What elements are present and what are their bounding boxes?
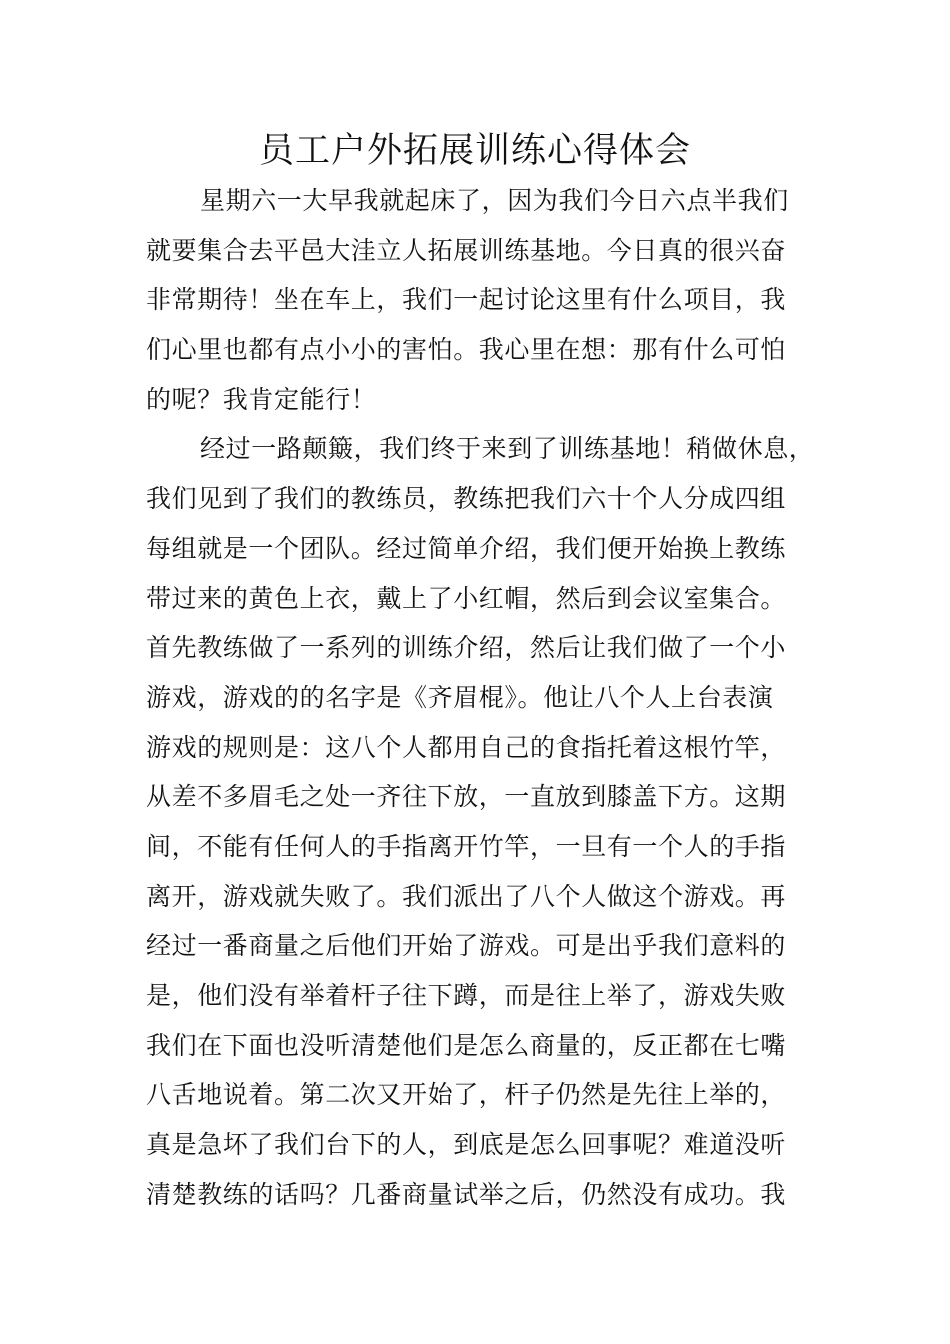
paragraph-line: 星期六一大早我就起床了，因为我们今日六点半我们 bbox=[200, 186, 789, 215]
paragraph-line: 游戏的规则是：这八个人都用自己的食指托着这根竹竿， bbox=[146, 732, 787, 762]
paragraph-line: 非常期待！坐在车上，我们一起讨论这里有什么项目，我 bbox=[146, 285, 787, 315]
paragraph-line: 经过一番商量之后他们开始了游戏。可是出乎我们意料的 bbox=[146, 931, 787, 961]
document-body bbox=[146, 176, 826, 1219]
paragraph-line: 八舌地说着。第二次又开始了，杆子仍然是先往上举的， bbox=[146, 1080, 787, 1110]
paragraph-line: 的呢？我肯定能行！ bbox=[146, 384, 377, 414]
paragraph-line: 从差不多眉毛之处一齐往下放，一直放到膝盖下方。这期 bbox=[146, 782, 787, 812]
paragraph-line: 真是急坏了我们台下的人，到底是怎么回事呢？难道没听 bbox=[146, 1130, 787, 1160]
paragraph-line: 经过一路颠簸，我们终于来到了训练基地！稍做休息， bbox=[200, 434, 815, 464]
paragraph-line: 首先教练做了一系列的训练介绍，然后让我们做了一个小 bbox=[146, 633, 787, 663]
document-title: 员工户外拓展训练心得体会 bbox=[258, 131, 691, 171]
paragraph-line: 间，不能有任何人的手指离开竹竿，一旦有一个人的手指 bbox=[146, 831, 787, 861]
paragraph-line: 我们在下面也没听清楚他们是怎么商量的，反正都在七嘴 bbox=[146, 1030, 787, 1060]
paragraph-line: 清楚教练的话吗？几番商量试举之后，仍然没有成功。我 bbox=[146, 1179, 787, 1209]
paragraph-line: 就要集合去平邑大洼立人拓展训练基地。今日真的很兴奋 bbox=[146, 235, 787, 265]
paragraph-line: 每组就是一个团队。经过简单介绍，我们便开始换上教练 bbox=[146, 533, 787, 563]
paragraph-line: 离开，游戏就失败了。我们派出了八个人做这个游戏。再 bbox=[146, 881, 787, 911]
paragraph-line: 是，他们没有举着杆子往下蹲，而是往上举了，游戏失败 bbox=[146, 981, 787, 1010]
paragraph-line: 游戏，游戏的的名字是《齐眉棍》。他让八个人上台表演 bbox=[146, 682, 774, 712]
paragraph-line: 们心里也都有点小小的害怕。我心里在想：那有什么可怕 bbox=[146, 335, 787, 365]
paragraph-line: 带过来的黄色上衣，戴上了小红帽，然后到会议室集合。 bbox=[146, 583, 787, 613]
paragraph-line: 我们见到了我们的教练员，教练把我们六十个人分成四组 bbox=[146, 484, 787, 514]
